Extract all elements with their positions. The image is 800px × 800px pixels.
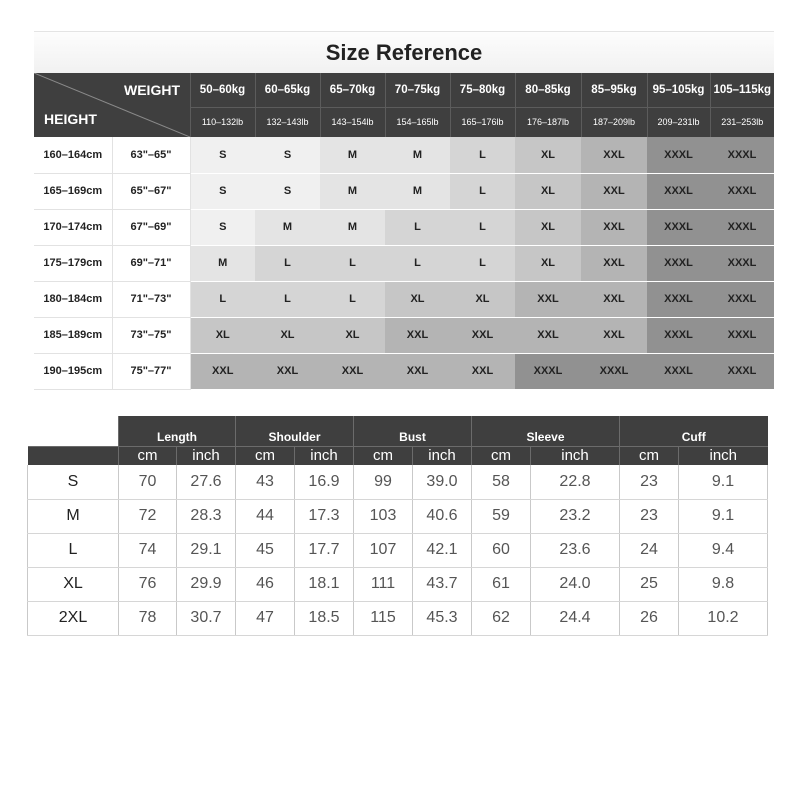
measurement-value-cell: 42.1 — [413, 533, 472, 567]
measurement-value-cell: 72 — [119, 499, 177, 533]
size-reference-row — [34, 173, 774, 209]
group-header-sleeve: Sleeve — [472, 416, 620, 446]
size-label-cell: S — [28, 465, 119, 499]
measurement-value-cell: 45 — [236, 533, 295, 567]
measurement-value-cell: 24.0 — [531, 567, 620, 601]
recommended-size-cell: M — [190, 245, 255, 281]
recommended-size-cell: S — [255, 137, 320, 173]
weight-lb-header: 132–143lb — [255, 107, 320, 137]
height-label: HEIGHT — [44, 111, 97, 127]
size-reference-row — [34, 317, 774, 353]
measurement-row — [28, 601, 768, 635]
measurement-value-cell: 26 — [620, 601, 679, 635]
measurement-value-cell: 40.6 — [413, 499, 472, 533]
recommended-size-cell: L — [385, 245, 450, 281]
height-inch-cell: 75"–77" — [112, 353, 190, 389]
recommended-size-cell: S — [255, 173, 320, 209]
measurement-value-cell: 10.2 — [679, 601, 768, 635]
measurement-value-cell: 16.9 — [295, 465, 354, 499]
recommended-size-cell: XXXL — [710, 317, 774, 353]
measurement-value-cell: 29.1 — [177, 533, 236, 567]
recommended-size-cell: M — [385, 137, 450, 173]
recommended-size-cell: XXL — [255, 353, 320, 389]
recommended-size-cell: XXL — [581, 209, 647, 245]
measurement-value-cell: 44 — [236, 499, 295, 533]
recommended-size-cell: L — [255, 245, 320, 281]
recommended-size-cell: L — [320, 281, 385, 317]
height-inch-cell: 73"–75" — [112, 317, 190, 353]
recommended-size-cell: XL — [320, 317, 385, 353]
height-cm-cell: 160–164cm — [34, 137, 112, 173]
recommended-size-cell: XXL — [581, 173, 647, 209]
measurement-row — [28, 465, 768, 499]
recommended-size-cell: XXL — [581, 317, 647, 353]
recommended-size-cell: M — [255, 209, 320, 245]
unit-header-inch: inch — [413, 446, 472, 465]
recommended-size-cell: S — [190, 173, 255, 209]
recommended-size-cell: XXL — [581, 137, 647, 173]
recommended-size-cell: S — [190, 209, 255, 245]
weight-kg-header: 50–60kg — [190, 73, 255, 107]
recommended-size-cell: L — [450, 173, 515, 209]
recommended-size-cell: XXXL — [647, 281, 710, 317]
size-reference-row — [34, 281, 774, 317]
measurement-value-cell: 39.0 — [413, 465, 472, 499]
measurement-value-cell: 9.1 — [679, 499, 768, 533]
size-label-cell: M — [28, 499, 119, 533]
size-reference-table — [34, 73, 774, 390]
unit-header-cm: cm — [119, 446, 177, 465]
recommended-size-cell: XXXL — [647, 317, 710, 353]
recommended-size-cell: L — [320, 245, 385, 281]
unit-header-cm: cm — [620, 446, 679, 465]
recommended-size-cell: XXXL — [647, 137, 710, 173]
measurement-value-cell: 111 — [354, 567, 413, 601]
weight-lb-header: 231–253lb — [710, 107, 774, 137]
measurement-row — [28, 499, 768, 533]
measurement-value-cell: 59 — [472, 499, 531, 533]
height-cm-cell: 180–184cm — [34, 281, 112, 317]
measurement-value-cell: 45.3 — [413, 601, 472, 635]
height-inch-cell: 67"–69" — [112, 209, 190, 245]
measurement-value-cell: 103 — [354, 499, 413, 533]
recommended-size-cell: XL — [450, 281, 515, 317]
measurement-value-cell: 9.4 — [679, 533, 768, 567]
recommended-size-cell: XXXL — [515, 353, 581, 389]
unit-header-inch: inch — [531, 446, 620, 465]
measurement-value-cell: 46 — [236, 567, 295, 601]
recommended-size-cell: XXL — [515, 281, 581, 317]
measurement-value-cell: 74 — [119, 533, 177, 567]
weight-label: WEIGHT — [124, 82, 180, 98]
measurement-value-cell: 60 — [472, 533, 531, 567]
measurement-value-cell: 43.7 — [413, 567, 472, 601]
measurement-corner — [28, 416, 119, 446]
recommended-size-cell: L — [385, 209, 450, 245]
recommended-size-cell: XL — [255, 317, 320, 353]
recommended-size-cell: XL — [190, 317, 255, 353]
recommended-size-cell: XXL — [450, 317, 515, 353]
weight-lb-header: 209–231lb — [647, 107, 710, 137]
recommended-size-cell: XXL — [320, 353, 385, 389]
recommended-size-cell: XXL — [515, 317, 581, 353]
weight-kg-header: 60–65kg — [255, 73, 320, 107]
measurement-value-cell: 99 — [354, 465, 413, 499]
measurement-value-cell: 9.1 — [679, 465, 768, 499]
recommended-size-cell: XXXL — [710, 209, 774, 245]
size-label-cell: 2XL — [28, 601, 119, 635]
recommended-size-cell: XXXL — [647, 245, 710, 281]
recommended-size-cell: XL — [515, 173, 581, 209]
measurement-table — [27, 416, 768, 636]
measurement-value-cell: 62 — [472, 601, 531, 635]
measurement-value-cell: 23 — [620, 499, 679, 533]
measurement-value-cell: 78 — [119, 601, 177, 635]
measurement-value-cell: 76 — [119, 567, 177, 601]
weight-kg-header-row — [34, 73, 774, 107]
height-cm-cell: 170–174cm — [34, 209, 112, 245]
recommended-size-cell: XL — [515, 209, 581, 245]
size-reference-row — [34, 353, 774, 389]
measurement-value-cell: 70 — [119, 465, 177, 499]
height-cm-cell: 165–169cm — [34, 173, 112, 209]
recommended-size-cell: L — [450, 245, 515, 281]
recommended-size-cell: XXXL — [710, 245, 774, 281]
measurement-value-cell: 27.6 — [177, 465, 236, 499]
measurement-value-cell: 25 — [620, 567, 679, 601]
measurement-value-cell: 24.4 — [531, 601, 620, 635]
weight-lb-header: 165–176lb — [450, 107, 515, 137]
measurement-row — [28, 567, 768, 601]
recommended-size-cell: L — [450, 209, 515, 245]
measurement-value-cell: 28.3 — [177, 499, 236, 533]
recommended-size-cell: M — [320, 173, 385, 209]
measurement-value-cell: 24 — [620, 533, 679, 567]
weight-kg-header: 80–85kg — [515, 73, 581, 107]
height-cm-cell: 185–189cm — [34, 317, 112, 353]
weight-kg-header: 105–115kg — [710, 73, 774, 107]
weight-kg-header: 95–105kg — [647, 73, 710, 107]
size-reference-body — [34, 137, 774, 389]
size-label-cell: XL — [28, 567, 119, 601]
measurement-body — [28, 465, 768, 635]
recommended-size-cell: XXL — [385, 353, 450, 389]
size-reference-row — [34, 137, 774, 173]
height-cm-cell: 190–195cm — [34, 353, 112, 389]
measurement-group-row — [28, 416, 768, 446]
measurement-value-cell: 23.2 — [531, 499, 620, 533]
measurement-value-cell: 18.5 — [295, 601, 354, 635]
size-reference-title: Size Reference — [34, 31, 774, 73]
weight-height-corner — [34, 73, 190, 137]
measurement-value-cell: 43 — [236, 465, 295, 499]
measurement-value-cell: 17.3 — [295, 499, 354, 533]
unit-header-cm: cm — [354, 446, 413, 465]
group-header-bust: Bust — [354, 416, 472, 446]
recommended-size-cell: XL — [515, 245, 581, 281]
recommended-size-cell: XL — [515, 137, 581, 173]
unit-header-inch: inch — [295, 446, 354, 465]
measurement-value-cell: 30.7 — [177, 601, 236, 635]
recommended-size-cell: L — [255, 281, 320, 317]
weight-kg-header: 65–70kg — [320, 73, 385, 107]
recommended-size-cell: XXL — [190, 353, 255, 389]
recommended-size-cell: M — [320, 137, 385, 173]
measurement-row — [28, 533, 768, 567]
measurement-value-cell: 58 — [472, 465, 531, 499]
unit-header-inch: inch — [177, 446, 236, 465]
measurement-value-cell: 29.9 — [177, 567, 236, 601]
unit-header-cm: cm — [236, 446, 295, 465]
measurement-value-cell: 47 — [236, 601, 295, 635]
recommended-size-cell: XL — [385, 281, 450, 317]
height-inch-cell: 71"–73" — [112, 281, 190, 317]
size-label-cell: L — [28, 533, 119, 567]
weight-lb-header: 176–187lb — [515, 107, 581, 137]
recommended-size-cell: S — [190, 137, 255, 173]
recommended-size-cell: XXXL — [710, 281, 774, 317]
measurement-value-cell: 107 — [354, 533, 413, 567]
recommended-size-cell: XXXL — [647, 173, 710, 209]
recommended-size-cell: XXXL — [710, 173, 774, 209]
weight-kg-header: 85–95kg — [581, 73, 647, 107]
height-inch-cell: 69"–71" — [112, 245, 190, 281]
unit-header-cm: cm — [472, 446, 531, 465]
recommended-size-cell: XXXL — [710, 137, 774, 173]
recommended-size-cell: XXXL — [581, 353, 647, 389]
recommended-size-cell: XXL — [581, 245, 647, 281]
recommended-size-cell: L — [190, 281, 255, 317]
group-header-length: Length — [119, 416, 236, 446]
recommended-size-cell: XXL — [450, 353, 515, 389]
group-header-cuff: Cuff — [620, 416, 768, 446]
weight-lb-header: 187–209lb — [581, 107, 647, 137]
measurement-value-cell: 61 — [472, 567, 531, 601]
group-header-shoulder: Shoulder — [236, 416, 354, 446]
recommended-size-cell: XXXL — [710, 353, 774, 389]
height-inch-cell: 63"–65" — [112, 137, 190, 173]
recommended-size-cell: L — [450, 137, 515, 173]
weight-lb-header: 143–154lb — [320, 107, 385, 137]
measurement-value-cell: 17.7 — [295, 533, 354, 567]
measurement-value-cell: 23 — [620, 465, 679, 499]
measurement-unit-corner — [28, 446, 119, 465]
size-reference-row — [34, 245, 774, 281]
measurement-unit-row — [28, 446, 768, 465]
unit-header-inch: inch — [679, 446, 768, 465]
recommended-size-cell: XXXL — [647, 353, 710, 389]
recommended-size-cell: XXXL — [647, 209, 710, 245]
height-cm-cell: 175–179cm — [34, 245, 112, 281]
weight-kg-header: 75–80kg — [450, 73, 515, 107]
measurement-value-cell: 22.8 — [531, 465, 620, 499]
recommended-size-cell: XXL — [385, 317, 450, 353]
weight-kg-header: 70–75kg — [385, 73, 450, 107]
measurement-value-cell: 115 — [354, 601, 413, 635]
height-inch-cell: 65"–67" — [112, 173, 190, 209]
measurement-value-cell: 18.1 — [295, 567, 354, 601]
weight-lb-header: 154–165lb — [385, 107, 450, 137]
recommended-size-cell: XXL — [581, 281, 647, 317]
recommended-size-cell: M — [385, 173, 450, 209]
measurement-value-cell: 9.8 — [679, 567, 768, 601]
measurement-value-cell: 23.6 — [531, 533, 620, 567]
recommended-size-cell: M — [320, 209, 385, 245]
weight-lb-header: 110–132lb — [190, 107, 255, 137]
size-reference-row — [34, 209, 774, 245]
